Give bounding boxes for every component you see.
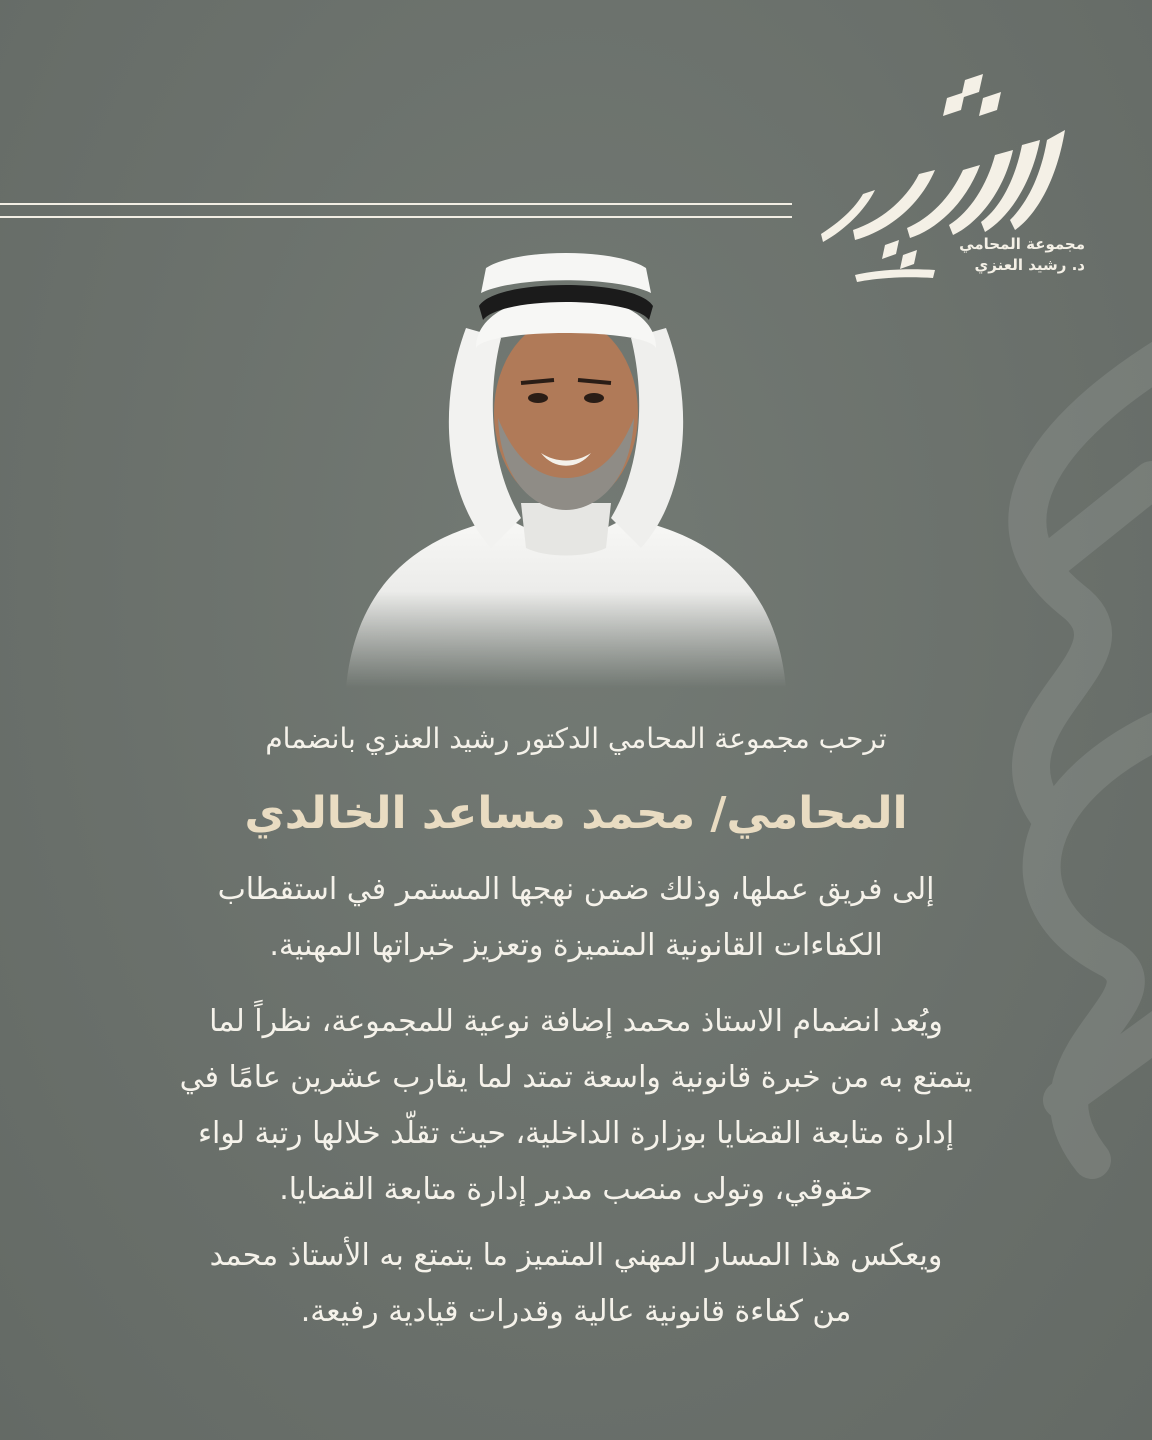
paragraph-3 xyxy=(80,1228,1072,1340)
paragraph-1-line: إلى فريق عملها، وذلك ضمن نهجها المستمر في استقطاب xyxy=(217,872,935,907)
paragraph-2-line: يتمتع به من خبرة قانونية واسعة تمتد لما يقارب عشرين عامًا في xyxy=(179,1060,973,1095)
paragraph-3-line: ويعكس هذا المسار المهني المتميز ما يتمتع به الأستاذ محمد xyxy=(209,1238,943,1273)
header-rule-top xyxy=(0,203,792,205)
header-rule-bottom xyxy=(0,216,792,218)
paragraph-2-line: إدارة متابعة القضايا بوزارة الداخلية، حيث تقلّد خلالها رتبة لواء xyxy=(197,1116,955,1151)
member-name-heading: المحامي/ محمد مساعد الخالدي xyxy=(244,788,908,839)
paragraph-1-line: الكفاءات القانونية المتميزة وتعزيز خبراتها المهنية. xyxy=(269,928,883,963)
paragraph-3-line: من كفاءة قانونية عالية وقدرات قيادية رفيعة. xyxy=(300,1294,852,1329)
paragraph-1 xyxy=(80,862,1072,974)
portrait-photo xyxy=(316,248,816,688)
logo-text-name: د. رشيد العنزي xyxy=(974,256,1085,274)
paragraph-2-line: ويُعد انضمام الاستاذ محمد إضافة نوعية للمجموعة، نظراً لما xyxy=(209,1004,943,1039)
paragraph-2 xyxy=(80,994,1072,1218)
brand-logo xyxy=(815,70,1115,285)
paragraph-2-line: حقوقي، وتولى منصب مدير إدارة متابعة القضايا. xyxy=(279,1172,873,1207)
intro-text: ترحب مجموعة المحامي الدكتور رشيد العنزي بانضمام xyxy=(265,722,887,755)
logo-text-group: مجموعة المحامي xyxy=(959,235,1085,253)
